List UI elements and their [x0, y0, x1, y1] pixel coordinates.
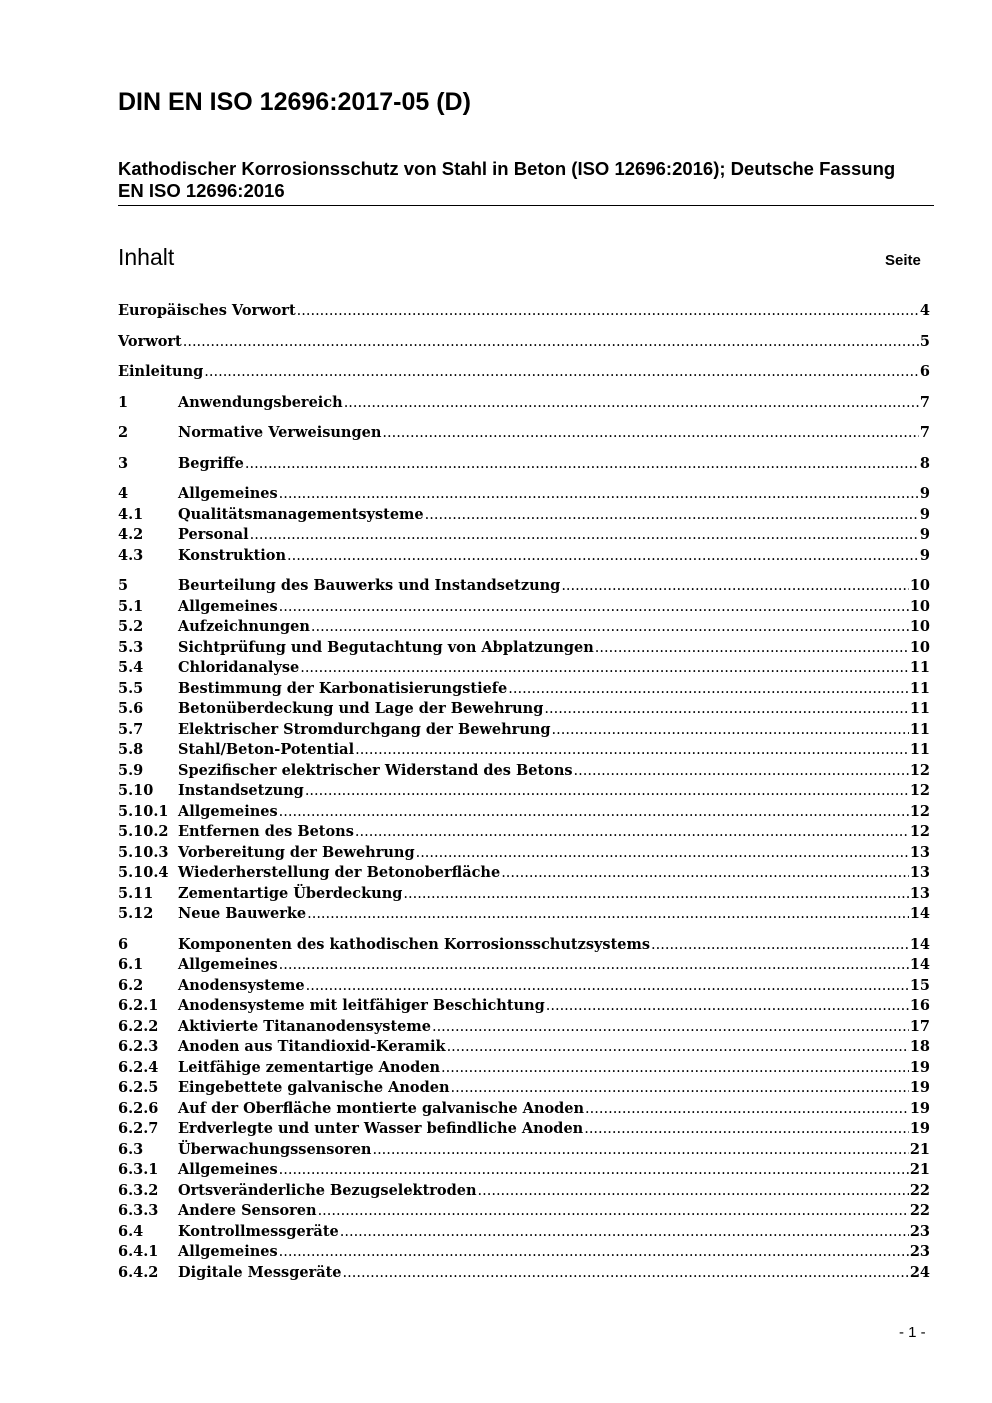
toc-dot-leader: [561, 576, 908, 597]
toc-entry[interactable]: [118, 1263, 930, 1284]
toc-dot-leader: [279, 1160, 909, 1181]
toc-entry-number: 6.3.1: [118, 1161, 159, 1178]
toc-entry-page: 9: [919, 505, 930, 523]
toc-entry-title: Europäisches Vorwort: [118, 302, 296, 319]
toc-dot-leader: [279, 597, 909, 618]
toc-entry[interactable]: [118, 505, 930, 526]
toc-entry[interactable]: [118, 679, 930, 700]
toc-entry[interactable]: [118, 301, 930, 322]
toc-dot-leader: [585, 1099, 909, 1120]
toc-entry-number: 5.5: [118, 679, 144, 697]
toc-entry-page: 13: [909, 884, 930, 902]
toc-entry[interactable]: [118, 1181, 930, 1202]
toc-entry[interactable]: [118, 781, 930, 802]
table-of-contents: [118, 301, 930, 1283]
toc-dot-leader: [552, 720, 909, 741]
toc-page-column-label: Seite: [885, 252, 921, 269]
toc-entry-page: 14: [909, 905, 930, 922]
toc-entry[interactable]: [118, 454, 930, 475]
toc-entry-number: 5.10.3: [118, 843, 169, 861]
toc-entry[interactable]: [118, 843, 930, 864]
toc-entry[interactable]: [118, 546, 930, 567]
toc-entry-page: 23: [909, 1222, 930, 1240]
toc-entry-title: Kontrollmessgeräte: [178, 1222, 339, 1240]
toc-heading: Inhalt: [118, 244, 175, 270]
toc-entry-number: 6.4.1: [118, 1243, 159, 1260]
toc-dot-leader: [441, 1058, 909, 1079]
toc-entry-page: 12: [909, 761, 930, 779]
toc-entry[interactable]: [118, 617, 930, 638]
toc-entry[interactable]: [118, 658, 930, 679]
toc-entry-number: 3: [118, 454, 129, 472]
toc-entry-page: 16: [909, 997, 930, 1014]
toc-entry[interactable]: [118, 1017, 930, 1038]
toc-dot-leader: [508, 679, 909, 700]
toc-dot-leader: [574, 761, 909, 782]
toc-entry-number: 5.3: [118, 638, 144, 656]
toc-entry-number: 6.2: [118, 976, 144, 994]
toc-entry-number: 5.10: [118, 782, 154, 799]
toc-entry-title: Konstruktion: [178, 546, 287, 564]
toc-dot-leader: [279, 955, 909, 976]
toc-entry-title: Allgemeines: [178, 1243, 278, 1260]
toc-entry-title: Erdverlegte und unter Wasser befindliche Anoden: [178, 1120, 584, 1137]
toc-entry-title: Andere Sensoren: [178, 1202, 317, 1219]
toc-entry-title: Beurteilung des Bauwerks und Instandsetzung: [178, 577, 561, 594]
toc-entry-title: Sichtprüfung und Begutachtung von Abplatzungen: [178, 638, 594, 656]
toc-entry[interactable]: [118, 576, 930, 597]
toc-entry-page: 23: [909, 1243, 930, 1260]
toc-dot-leader: [250, 525, 919, 546]
toc-entry-title: Normative Verweisungen: [178, 424, 382, 441]
toc-entry[interactable]: [118, 935, 930, 956]
toc-dot-leader: [372, 1140, 908, 1161]
toc-entry-page: 19: [909, 1099, 930, 1117]
toc-entry-title: Komponenten des kathodischen Korrosionsschutzsystems: [178, 935, 651, 953]
toc-dot-leader: [501, 863, 909, 884]
toc-dot-leader: [305, 781, 909, 802]
toc-entry-title: Bestimmung der Karbonatisierungstiefe: [178, 679, 508, 697]
toc-entry-number: 5.8: [118, 741, 144, 758]
toc-entry-page: 19: [909, 1079, 930, 1096]
toc-entry-title: Einleitung: [118, 363, 204, 380]
toc-dot-leader: [307, 904, 909, 925]
toc-entry[interactable]: [118, 1242, 930, 1263]
title-divider: [118, 205, 934, 206]
toc-entry-number: 6.3: [118, 1140, 144, 1158]
toc-entry-title: Ortsveränderliche Bezugselektroden: [178, 1181, 477, 1199]
toc-entry-page: 9: [919, 526, 930, 543]
toc-entry-number: 6.2.1: [118, 997, 159, 1014]
toc-entry-title: Auf der Oberfläche montierte galvanische Anoden: [178, 1099, 585, 1117]
toc-entry-title: Spezifischer elektrischer Widerstand des Betons: [178, 761, 573, 779]
toc-entry-page: 11: [909, 659, 930, 676]
toc-entry[interactable]: [118, 802, 930, 823]
toc-entry[interactable]: [118, 699, 930, 720]
toc-entry-title: Anoden aus Titandioxid-Keramik: [178, 1038, 446, 1055]
toc-entry-number: 5: [118, 577, 129, 594]
toc-entry-number: 4: [118, 485, 129, 502]
toc-entry-page: 12: [909, 782, 930, 799]
toc-entry-page: 11: [909, 679, 930, 697]
toc-entry-number: 5.10.4: [118, 864, 169, 881]
toc-entry[interactable]: [118, 597, 930, 618]
page-number: - 1 -: [899, 1324, 926, 1341]
toc-entry-page: 7: [919, 424, 930, 441]
toc-entry-title: Instandsetzung: [178, 782, 304, 799]
toc-entry[interactable]: [118, 976, 930, 997]
toc-entry-number: 6.3.2: [118, 1181, 159, 1199]
toc-entry-title: Neue Bauwerke: [178, 905, 307, 922]
toc-entry-page: 7: [919, 393, 930, 411]
toc-dot-leader: [451, 1078, 909, 1099]
toc-entry-page: 19: [909, 1120, 930, 1137]
toc-entry-number: 6.3.3: [118, 1202, 159, 1219]
toc-dot-leader: [279, 802, 909, 823]
toc-entry[interactable]: [118, 362, 930, 383]
toc-entry[interactable]: [118, 484, 930, 505]
toc-entry-title: Chloridanalyse: [178, 659, 300, 676]
toc-entry-number: 5.9: [118, 761, 144, 779]
toc-entry[interactable]: [118, 393, 930, 414]
toc-entry[interactable]: [118, 955, 930, 976]
toc-entry-number: 5.11: [118, 884, 154, 902]
toc-dot-leader: [546, 996, 909, 1017]
toc-dot-leader: [432, 1017, 909, 1038]
toc-entry-title: Anwendungsbereich: [178, 393, 343, 411]
toc-entry-page: 10: [909, 638, 930, 656]
toc-entry-page: 21: [909, 1161, 930, 1178]
toc-entry-number: 5.1: [118, 597, 144, 615]
toc-entry-page: 18: [909, 1038, 930, 1055]
toc-entry[interactable]: [118, 822, 930, 843]
toc-entry-page: 11: [909, 700, 930, 717]
toc-entry-title: Begriffe: [178, 454, 244, 472]
toc-entry-page: 12: [909, 802, 930, 820]
toc-dot-leader: [584, 1119, 909, 1140]
toc-entry-page: 11: [909, 741, 930, 758]
toc-dot-leader: [651, 935, 909, 956]
toc-dot-leader: [447, 1037, 909, 1058]
toc-entry-title: Qualitätsmanagementsysteme: [178, 505, 424, 523]
toc-entry[interactable]: [118, 1099, 930, 1120]
toc-entry-number: 6.2.3: [118, 1038, 159, 1055]
toc-dot-leader: [300, 658, 909, 679]
toc-entry-title: Entfernen des Betons: [178, 823, 354, 840]
toc-entry-number: 6: [118, 935, 129, 953]
toc-entry-number: 6.4.2: [118, 1263, 159, 1281]
document-title: DIN EN ISO 12696:2017-05 (D): [118, 88, 471, 116]
toc-entry-number: 6.2.4: [118, 1058, 159, 1076]
toc-entry-page: 14: [909, 935, 930, 953]
toc-entry[interactable]: [118, 720, 930, 741]
toc-entry-page: 17: [909, 1017, 930, 1035]
toc-entry-title: Leitfähige zementartige Anoden: [178, 1058, 441, 1076]
toc-entry-title: Vorwort: [118, 332, 182, 350]
toc-dot-leader: [425, 505, 919, 526]
toc-entry-number: 6.2.5: [118, 1079, 159, 1096]
toc-entry-number: 6.2.7: [118, 1120, 159, 1137]
toc-dot-leader: [318, 1201, 909, 1222]
toc-dot-leader: [245, 454, 919, 475]
toc-entry[interactable]: [118, 1058, 930, 1079]
toc-entry-page: 13: [909, 843, 930, 861]
toc-entry[interactable]: [118, 1037, 930, 1058]
toc-entry[interactable]: [118, 996, 930, 1017]
toc-dot-leader: [340, 1222, 909, 1243]
toc-entry-number: 4.3: [118, 546, 144, 564]
toc-entry-title: Wiederherstellung der Betonoberfläche: [178, 864, 501, 881]
toc-entry[interactable]: [118, 1222, 930, 1243]
toc-entry-number: 1: [118, 393, 129, 411]
toc-dot-leader: [544, 699, 908, 720]
toc-entry-page: 8: [919, 454, 930, 472]
toc-entry[interactable]: [118, 1140, 930, 1161]
toc-entry-title: Anodensysteme mit leitfähiger Beschichtung: [178, 997, 545, 1014]
toc-dot-leader: [478, 1181, 909, 1202]
toc-entry[interactable]: [118, 1078, 930, 1099]
toc-entry-number: 5.4: [118, 659, 144, 676]
toc-entry-title: Überwachungssensoren: [178, 1140, 372, 1158]
toc-entry-page: 13: [909, 864, 930, 881]
toc-dot-leader: [183, 332, 919, 353]
toc-entry-page: 9: [919, 546, 930, 564]
toc-entry-title: Stahl/Beton-Potential: [178, 741, 355, 758]
toc-entry-title: Personal: [178, 526, 249, 543]
toc-entry[interactable]: [118, 423, 930, 444]
toc-entry[interactable]: [118, 761, 930, 782]
toc-entry-title: Betonüberdeckung und Lage der Bewehrung: [178, 700, 544, 717]
toc-entry-title: Zementartige Überdeckung: [178, 884, 403, 902]
toc-dot-leader: [382, 423, 919, 444]
toc-entry-page: 10: [909, 577, 930, 594]
toc-dot-leader: [355, 822, 909, 843]
toc-entry-page: 6: [919, 363, 930, 380]
toc-entry[interactable]: [118, 1160, 930, 1181]
toc-entry-number: 5.12: [118, 905, 154, 922]
toc-entry-page: 4: [919, 302, 930, 319]
toc-entry-title: Elektrischer Stromdurchgang der Bewehrung: [178, 720, 551, 738]
toc-entry-page: 19: [909, 1058, 930, 1076]
toc-entry-title: Allgemeines: [178, 597, 278, 615]
toc-dot-leader: [343, 1263, 909, 1284]
toc-entry-page: 14: [909, 956, 930, 973]
toc-entry[interactable]: [118, 332, 930, 353]
toc-entry-title: Aktivierte Titananodensysteme: [178, 1017, 431, 1035]
toc-entry-page: 12: [909, 823, 930, 840]
toc-entry-number: 5.2: [118, 618, 144, 635]
toc-entry-page: 22: [909, 1202, 930, 1219]
toc-entry-title: Digitale Messgeräte: [178, 1263, 342, 1281]
toc-entry-number: 5.10.1: [118, 802, 169, 820]
toc-entry-page: 10: [909, 597, 930, 615]
toc-entry-number: 4.2: [118, 526, 144, 543]
toc-dot-leader: [204, 362, 919, 383]
toc-entry-page: 9: [919, 485, 930, 502]
toc-entry-title: Vorbereitung der Bewehrung: [178, 843, 415, 861]
toc-entry-title: Allgemeines: [178, 1161, 278, 1178]
toc-entry[interactable]: [118, 863, 930, 884]
toc-dot-leader: [306, 976, 909, 997]
toc-dot-leader: [279, 1242, 909, 1263]
toc-entry-page: 24: [909, 1263, 930, 1281]
toc-entry[interactable]: [118, 904, 930, 925]
toc-dot-leader: [595, 638, 909, 659]
toc-entry-number: 5.6: [118, 700, 144, 717]
toc-entry-number: 6.1: [118, 956, 144, 973]
toc-dot-leader: [287, 546, 919, 567]
toc-entry-title: Allgemeines: [178, 802, 278, 820]
toc-entry-page: 15: [909, 976, 930, 994]
toc-dot-leader: [344, 393, 919, 414]
toc-entry-page: 21: [909, 1140, 930, 1158]
toc-entry-title: Allgemeines: [178, 956, 278, 973]
toc-dot-leader: [311, 617, 909, 638]
toc-dot-leader: [416, 843, 909, 864]
toc-dot-leader: [279, 484, 919, 505]
toc-entry-title: Eingebettete galvanische Anoden: [178, 1079, 450, 1096]
toc-entry-number: 5.10.2: [118, 823, 169, 840]
toc-entry[interactable]: [118, 1119, 930, 1140]
toc-entry-title: Anodensysteme: [178, 976, 305, 994]
toc-entry-page: 22: [909, 1181, 930, 1199]
toc-entry[interactable]: [118, 1201, 930, 1222]
toc-entry[interactable]: [118, 884, 930, 905]
toc-entry[interactable]: [118, 638, 930, 659]
toc-entry-number: 5.7: [118, 720, 144, 738]
toc-entry-number: 6.4: [118, 1222, 144, 1240]
toc-entry-title: Aufzeichnungen: [178, 618, 310, 635]
toc-dot-leader: [355, 740, 909, 761]
toc-dot-leader: [403, 884, 908, 905]
toc-entry[interactable]: [118, 525, 930, 546]
toc-entry-title: Allgemeines: [178, 485, 278, 502]
document-subtitle: Kathodischer Korrosionsschutz von Stahl in Beton (ISO 12696:2016); Deutsche Fassung EN ISO 12696:2016: [118, 158, 896, 201]
toc-entry[interactable]: [118, 740, 930, 761]
toc-entry-number: 2: [118, 424, 129, 441]
toc-entry-number: 6.2.6: [118, 1099, 159, 1117]
toc-entry-page: 10: [909, 618, 930, 635]
toc-entry-page: 5: [919, 332, 930, 350]
toc-entry-number: 4.1: [118, 505, 144, 523]
toc-dot-leader: [297, 301, 919, 322]
toc-entry-number: 6.2.2: [118, 1017, 159, 1035]
toc-entry-page: 11: [909, 720, 930, 738]
